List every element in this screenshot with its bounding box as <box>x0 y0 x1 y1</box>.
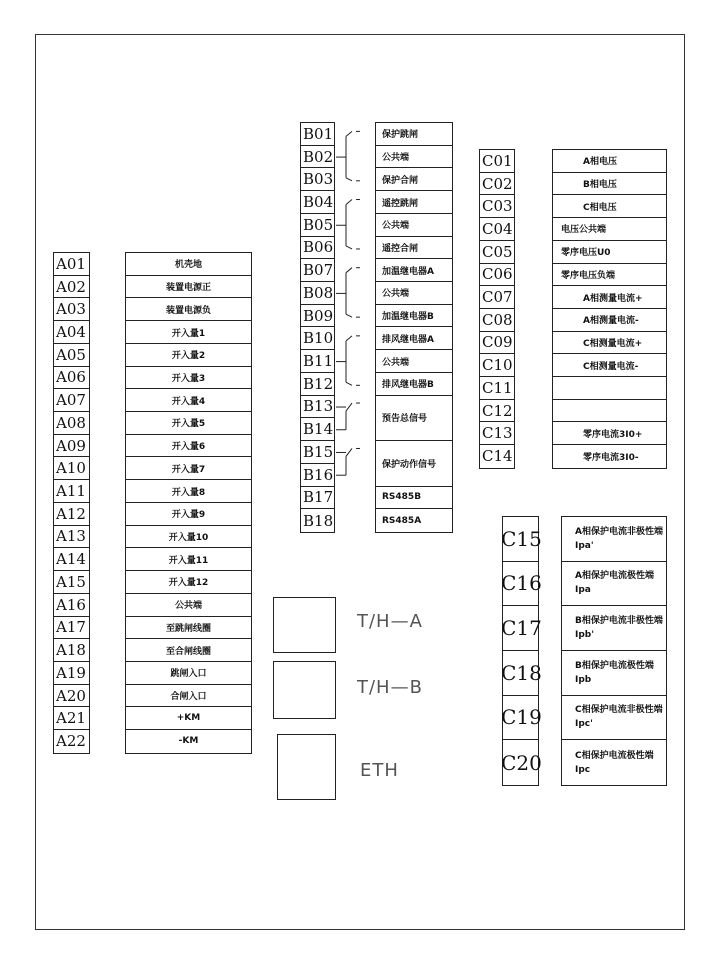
a-label-18: 至合闸线圈 <box>126 639 251 662</box>
eth-label: ETH <box>360 760 399 781</box>
a-pin-18: A18 <box>54 639 89 662</box>
b-label-7: 加温继电器A <box>376 259 452 282</box>
b-pin-6: B06 <box>301 237 334 260</box>
c-pin-9: C09 <box>480 332 514 355</box>
c-label-9: C相测量电流+ <box>553 332 666 355</box>
b-label-15: RS485B <box>376 487 452 510</box>
a-label-10: 开入量7 <box>126 457 251 480</box>
b-pin-12: B12 <box>301 373 334 396</box>
a-label-17: 至跳闸线圈 <box>126 617 251 640</box>
c-label-14: 零序电流3I0- <box>583 452 639 463</box>
a-pin-8: A08 <box>54 412 89 435</box>
b-label-8: 公共端 <box>376 282 452 305</box>
b-label-9: 加温继电器B <box>376 305 452 328</box>
relay-contact-line <box>346 246 352 249</box>
a-pin-19: A19 <box>54 662 89 685</box>
b-pin-11: B11 <box>301 350 334 373</box>
c-pin-2: C02 <box>480 173 514 196</box>
c-label-10: C相测量电流- <box>553 354 666 377</box>
c2-pin-6: C20 <box>501 750 542 775</box>
c-label-column <box>552 149 667 469</box>
a-pin-9: A09 <box>54 435 89 458</box>
b-pin-18: B18 <box>303 511 334 530</box>
a-label-4: 开入量1 <box>126 321 251 344</box>
c-label-7: A相测量电流+ <box>553 286 666 309</box>
relay-contact-line <box>346 448 352 456</box>
b-pin-14: B14 <box>301 418 334 441</box>
c2-pin-column <box>501 516 542 786</box>
a-pin-13: A13 <box>54 526 89 549</box>
a-pin-15: A15 <box>54 571 89 594</box>
a-pin-22: A22 <box>56 732 86 751</box>
c2-label-3: B相保护电流非极性端Ipb' <box>562 606 666 651</box>
relay-contact-line <box>346 178 352 181</box>
b-pin-17: B17 <box>301 487 334 510</box>
c2-label-5: C相保护电流非极性端Ipc' <box>562 696 666 741</box>
relay-contact-line <box>346 200 352 205</box>
c-pin-7: C07 <box>480 286 514 309</box>
c-pin-10: C10 <box>480 354 514 377</box>
c-pin-8: C08 <box>480 309 514 332</box>
th-b-label: T/H—B <box>357 677 423 698</box>
c-pin-3: C03 <box>480 195 514 218</box>
c-label-12 <box>553 400 666 423</box>
c-label-8: A相测量电流- <box>553 309 666 332</box>
a-pin-1: A01 <box>54 253 89 276</box>
a-pin-21: A21 <box>54 707 89 730</box>
b-pin-2: B02 <box>301 146 334 169</box>
a-pin-16: A16 <box>54 594 89 617</box>
c2-label-column <box>561 516 667 786</box>
b-label-5: 公共端 <box>376 214 452 237</box>
c2-pin-3: C17 <box>503 606 538 651</box>
c-pin-4: C04 <box>480 218 514 241</box>
a-label-1: 机壳地 <box>126 253 251 276</box>
eth-port <box>277 734 336 800</box>
b-pin-3: B03 <box>301 168 334 191</box>
c-label-3: C相电压 <box>553 195 666 218</box>
c2-label-1: A相保护电流非极性端Ipa' <box>562 517 666 562</box>
a-pin-10: A10 <box>54 457 89 480</box>
a-label-6: 开入量3 <box>126 367 251 390</box>
c-pin-6: C06 <box>480 264 514 287</box>
c-label-1: A相电压 <box>553 150 666 173</box>
relay-contact-line <box>346 131 352 136</box>
c-pin-14: C14 <box>482 447 513 466</box>
b-label-6: 遥控合闸 <box>376 237 452 260</box>
b-label-10: 排风继电器A <box>376 327 452 350</box>
a-pin-20: A20 <box>54 685 89 708</box>
c-pin-column <box>479 149 515 469</box>
b-label-3: 保护合闸 <box>376 168 452 191</box>
th-a-port <box>273 597 336 653</box>
a-pin-2: A02 <box>54 276 89 299</box>
relay-contact-line <box>346 268 352 273</box>
relay-contact-line <box>346 336 352 341</box>
b-label-1: 保护跳闸 <box>376 123 452 146</box>
a-label-2: 装置电源正 <box>126 276 251 299</box>
a-pin-17: A17 <box>54 617 89 640</box>
c-label-13: 零序电流3I0+ <box>553 422 666 445</box>
c-label-5: 零序电压U0 <box>553 241 666 264</box>
c-pin-13: C13 <box>480 422 514 445</box>
c-pin-5: C05 <box>480 241 514 264</box>
b-pin-1: B01 <box>301 123 334 146</box>
b-pin-15: B15 <box>301 441 334 464</box>
a-pin-4: A04 <box>54 321 89 344</box>
a-label-11: 开入量8 <box>126 480 251 503</box>
b-pin-5: B05 <box>301 214 334 237</box>
b-pin-8: B08 <box>301 282 334 305</box>
a-pin-14: A14 <box>54 548 89 571</box>
c-pin-1: C01 <box>480 150 514 173</box>
a-label-15: 开入量12 <box>126 571 251 594</box>
b-label-2: 公共端 <box>376 146 452 169</box>
th-a-label: T/H—A <box>357 611 423 632</box>
b-label-11: 公共端 <box>376 350 452 373</box>
a-label-14: 开入量11 <box>126 548 251 571</box>
a-label-8: 开入量5 <box>126 412 251 435</box>
a-pin-3: A03 <box>54 298 89 321</box>
b-pin-9: B09 <box>301 305 334 328</box>
a-label-19: 跳闸入口 <box>126 662 251 685</box>
th-b-port <box>273 661 336 719</box>
a-label-5: 开入量2 <box>126 344 251 367</box>
b-pin-4: B04 <box>301 191 334 214</box>
b-label-14: 保护动作信号 <box>376 441 452 486</box>
b-label-4: 遥控跳闸 <box>376 191 452 214</box>
b-pin-10: B10 <box>301 327 334 350</box>
a-pin-11: A11 <box>54 480 89 503</box>
c-pin-11: C11 <box>480 377 514 400</box>
c-pin-12: C12 <box>480 400 514 423</box>
a-label-22: -KM <box>178 736 199 747</box>
a-label-13: 开入量10 <box>126 526 251 549</box>
a-pin-12: A12 <box>54 503 89 526</box>
relay-contact-line <box>346 382 352 385</box>
c2-label-2: A相保护电流极性端Ipa <box>562 562 666 607</box>
c2-pin-1: C15 <box>503 517 538 562</box>
b-pin-13: B13 <box>301 396 334 419</box>
b-pin-16: B16 <box>301 464 334 487</box>
c-label-4: 电压公共端 <box>553 218 666 241</box>
a-label-7: 开入量4 <box>126 389 251 412</box>
c2-pin-4: C18 <box>503 651 538 696</box>
c2-pin-5: C19 <box>503 696 538 741</box>
c-label-6: 零序电压负端 <box>553 264 666 287</box>
b-label-16: RS485A <box>382 515 422 526</box>
c2-label-4: B相保护电流极性端Ipb <box>562 651 666 696</box>
b-label-13: 预告总信号 <box>376 396 452 441</box>
a-pin-7: A07 <box>54 389 89 412</box>
a-label-3: 装置电源负 <box>126 298 251 321</box>
a-label-16: 公共端 <box>126 594 251 617</box>
relay-contact-line <box>346 403 352 411</box>
c2-pin-2: C16 <box>503 562 538 607</box>
c-label-11 <box>553 377 666 400</box>
c2-label-6: C相保护电流极性端Ipc <box>575 750 654 775</box>
b-pin-7: B07 <box>301 259 334 282</box>
a-label-21: +KM <box>126 707 251 730</box>
a-pin-6: A06 <box>54 367 89 390</box>
b-label-12: 排风继电器B <box>376 373 452 396</box>
a-pin-5: A05 <box>54 344 89 367</box>
a-label-12: 开入量9 <box>126 503 251 526</box>
c-label-2: B相电压 <box>553 173 666 196</box>
relay-contact-line <box>346 314 352 317</box>
a-label-9: 开入量6 <box>126 435 251 458</box>
a-label-20: 合闸入口 <box>126 685 251 708</box>
